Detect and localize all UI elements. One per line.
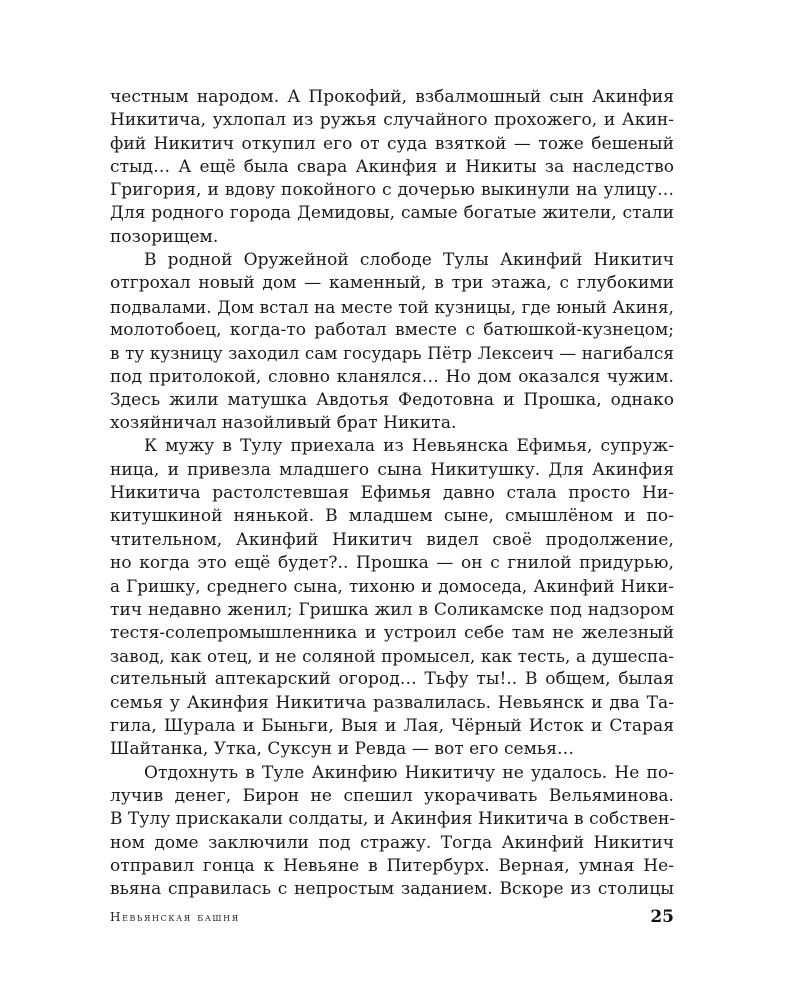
text-line: сительный аптекарский огород… Тьфу ты!.. В общем, былая (110, 669, 674, 690)
text-line: Для родного города Демидовы, самые богатые жители, стали (110, 203, 674, 224)
text-line: тестя-солепромышленника и устроил себе там не железный (110, 622, 674, 643)
text-line: В Тулу прискакали солдаты, и Акинфия Никитича в собствен- (110, 809, 676, 830)
text-line: К мужу в Тулу приехала из Невьянска Ефимья, супруж- (144, 436, 674, 457)
text-line: лучив денег, Бирон не спешил укорачивать Вельяминова. (110, 785, 674, 806)
text-line: отправил гонца к Невьяне в Питербурх. Верная, умная Не- (110, 855, 674, 876)
text-line: Григория, и вдову покойного с дочерью выкинули на улицу… (110, 180, 674, 201)
text-line: ном доме заключили под стражу. Тогда Акинфий Никитич (110, 832, 674, 853)
page-number: 25 (650, 907, 674, 927)
text-line: ница, и привезла младшего сына Никитушку. Для Акинфия (110, 459, 674, 480)
text-line: отгрохал новый дом — каменный, в три этажа, с глубокими (110, 273, 674, 294)
book-page (110, 86, 674, 966)
text-line: Отдохнуть в Туле Акинфию Никитичу не удалось. Не по- (144, 762, 674, 783)
text-line: молотобоец, когда-то работал вместе с батюшкой-кузнецом; (110, 319, 674, 340)
text-line: завод, как отец, и не соляной промысел, как тесть, а душеспа- (110, 646, 674, 667)
text-line: В родной Оружейной слободе Тулы Акинфий Никитич (144, 250, 674, 271)
text-line: Здесь жили матушка Авдотья Федотовна и Прошка, однако (110, 389, 674, 410)
text-line: тич недавно женил; Гришка жил в Соликамске под надзором (110, 599, 674, 620)
text-line: в ту кузницу заходил сам государь Пётр Лексеич — нагибался (110, 343, 674, 364)
text-line: семья у Акинфия Никитича развалилась. Невьянск и два Та- (110, 692, 674, 713)
text-line: Никитича растолстевшая Ефимья давно стала просто Ни- (110, 483, 674, 504)
text-line: хозяйничал назойливый брат Никита. (110, 413, 457, 434)
text-line: под притолокой, словно кланялся… Но дом оказался чужим. (110, 366, 674, 387)
text-line: а Гришку, среднего сына, тихоню и домоседа, Акинфий Ники- (110, 576, 674, 597)
text-line: Шайтанка, Утка, Суксун и Ревда — вот его семья… (110, 739, 575, 760)
text-line: чтительном, Акинфий Никитич видел своё продолжение, (110, 529, 674, 550)
text-line: стыд… А ещё была свара Акинфия и Никиты за наследство (110, 156, 674, 177)
text-line: гила, Шурала и Быньги, Выя и Лая, Чёрный Исток и Старая (110, 716, 674, 737)
page-footer (110, 907, 674, 929)
text-line: фий Никитич откупил его от суда взяткой — тоже бешеный (110, 133, 674, 154)
text-line: позорищем. (110, 226, 219, 247)
body-text (110, 86, 674, 901)
text-line: Никитича, ухлопал из ружья случайного прохожего, и Акин- (110, 110, 674, 131)
text-line: честным народом. А Прокофий, взбалмошный сын Акинфия (110, 87, 674, 107)
text-line: но когда это ещё будет?.. Прошка — он с гнилой придурью, (110, 552, 674, 573)
running-title: Невьянская башня (110, 910, 240, 924)
text-line: подвалами. Дом встал на месте той кузницы, где юный Акиня, (110, 296, 674, 317)
text-line: китушкиной нянькой. В младшем сыне, смышлёном и по- (110, 506, 674, 527)
text-line: вьяна справилась с непростым заданием. Вскоре из столицы (110, 879, 674, 900)
